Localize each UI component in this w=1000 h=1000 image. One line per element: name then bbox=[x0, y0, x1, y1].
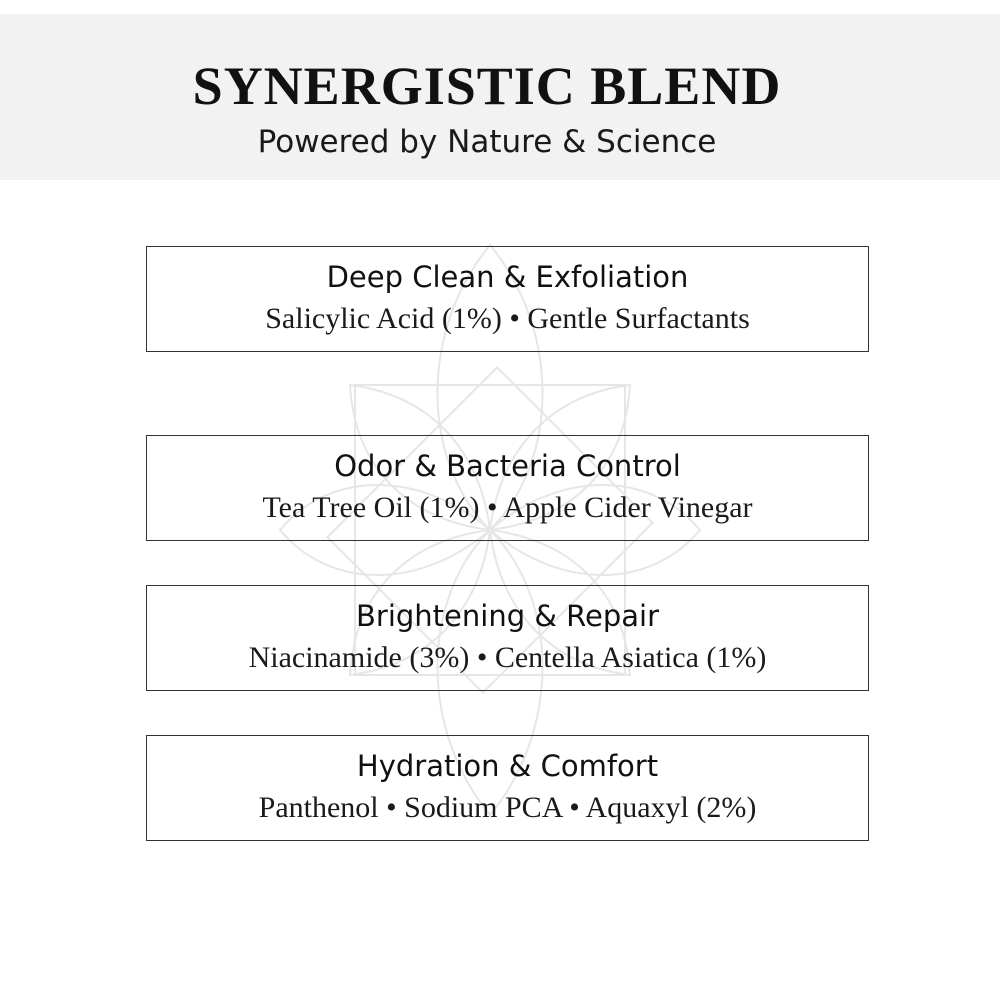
card-ingredients: Tea Tree Oil (1%) • Apple Cider Vinegar bbox=[262, 491, 753, 524]
benefit-card-odor-control bbox=[146, 435, 869, 541]
benefit-card-deep-clean bbox=[146, 246, 869, 352]
page-subtitle: Powered by Nature & Science bbox=[257, 124, 717, 160]
benefit-card-hydration bbox=[146, 735, 869, 841]
card-title: Hydration & Comfort bbox=[356, 749, 659, 783]
card-title: Deep Clean & Exfoliation bbox=[326, 260, 689, 294]
benefit-card-brightening bbox=[146, 585, 869, 691]
header-banner bbox=[0, 14, 1000, 180]
card-ingredients: Salicylic Acid (1%) • Gentle Surfactants bbox=[265, 302, 750, 335]
card-title: Odor & Bacteria Control bbox=[334, 449, 681, 483]
page-title: SYNERGISTIC BLEND bbox=[192, 56, 782, 116]
card-ingredients: Panthenol • Sodium PCA • Aquaxyl (2%) bbox=[258, 791, 757, 824]
card-ingredients: Niacinamide (3%) • Centella Asiatica (1%) bbox=[248, 641, 767, 674]
card-title: Brightening & Repair bbox=[356, 599, 659, 633]
